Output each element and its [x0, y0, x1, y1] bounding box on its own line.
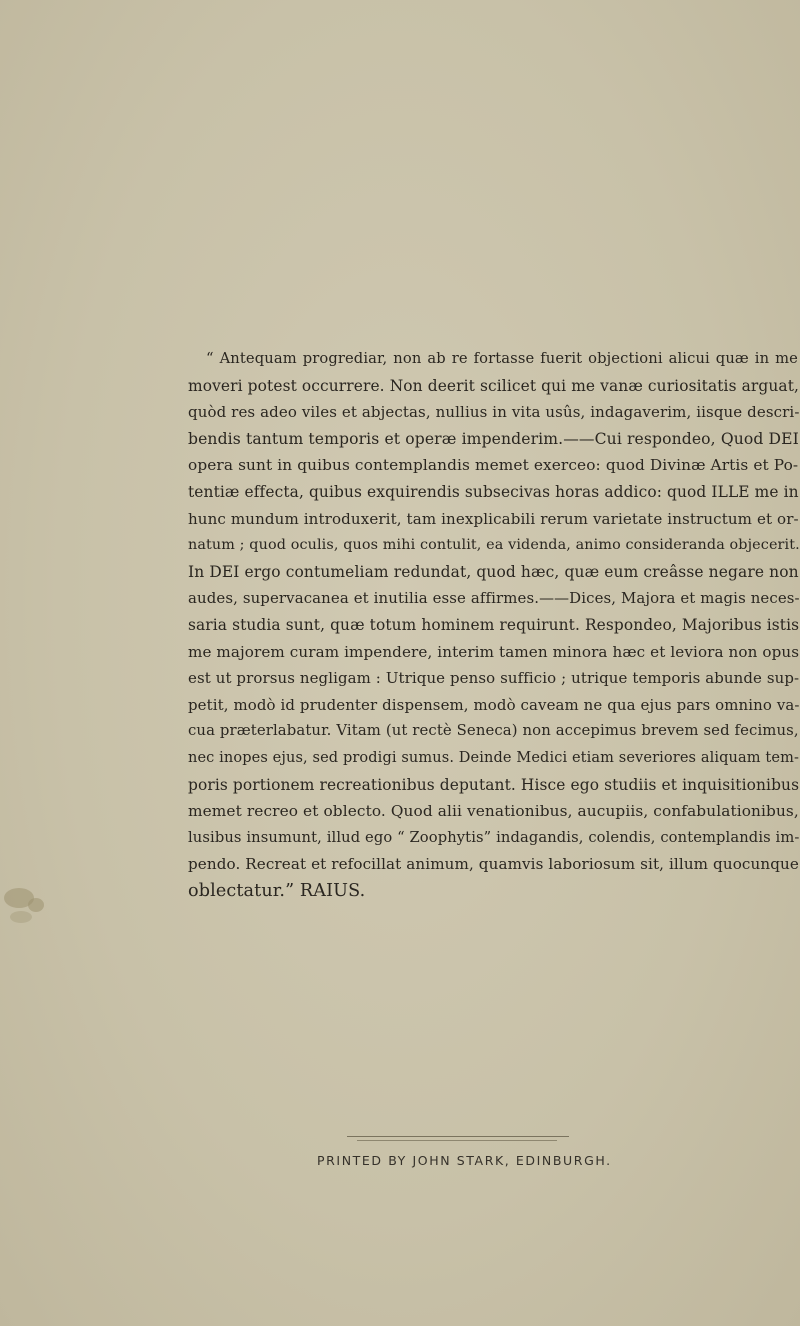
text-line: hunc mundum introduxerit, tam inexplicabili rerum varietate instructum et or-	[188, 509, 799, 528]
text-line: opera sunt in quibus contemplandis memet exerceo: quod Divinæ Artis et Po-	[188, 456, 799, 475]
text-line: tentiæ effecta, quibus exquirendis subsecivas horas addico: quod ILLE me in	[188, 482, 799, 501]
text-line: saria studia sunt, quæ totum hominem requirunt. Respondeo, Majoribus istis	[188, 615, 800, 634]
text-line: pendo. Recreat et refocillat animum, quamvis laboriosum sit, illum quocunque	[188, 855, 799, 874]
text-line: nec inopes ejus, sed prodigi sumus. Deinde Medici etiam severiores aliquam tem-	[188, 749, 799, 766]
text-line: petit, modò id prudenter dispensem, modò caveam ne qua ejus pars omnino va-	[188, 695, 800, 714]
text-line: oblectatur.” RAIUS.	[188, 880, 366, 901]
text-line: poris portionem recreationibus deputant. Hisce ego studiis et inquisitionibus	[188, 775, 800, 794]
text-line: lusibus insumunt, illud ego “ Zoophytis” indagandis, colendis, contemplandis im-	[188, 828, 800, 846]
text-line: “ Antequam progrediar, non ab re fortasse fuerit objectioni alicui quæ in me	[206, 350, 798, 367]
text-line: est ut prorsus negligam : Utrique penso sufficio ; utrique temporis abunde sup-	[188, 669, 800, 688]
text-line: quòd res adeo viles et abjectas, nullius in vita usûs, indagaverim, iisque descri-	[188, 403, 800, 422]
divider-rule	[357, 1140, 557, 1141]
text-line: natum ; quod oculis, quos mihi contulit, ea videnda, animo consideranda objecerit.	[188, 537, 800, 554]
text-line: bendis tantum temporis et operæ impenderim.——Cui respondeo, Quod DEI	[188, 429, 799, 448]
paper-stain	[10, 911, 32, 923]
text-line: cua præterlabatur. Vitam (ut rectè Seneca) non accepimus brevem sed fecimus,	[188, 722, 799, 740]
quotation-paragraph	[188, 346, 798, 904]
text-line: In DEI ergo contumeliam redundat, quod hæc, quæ eum creâsse negare non	[188, 562, 799, 581]
text-line: audes, supervacanea et inutilia esse affirmes.——Dices, Majora et magis neces-	[188, 589, 800, 608]
text-line: moveri potest occurrere. Non deerit scilicet qui me vanæ curiositatis arguat,	[188, 376, 800, 395]
printer-imprint: PRINTED BY JOHN STARK, EDINBURGH.	[317, 1153, 612, 1168]
paper-stain	[28, 898, 44, 912]
text-line: me majorem curam impendere, interim tamen minora hæc et leviora non opus	[188, 642, 800, 661]
text-line: memet recreo et oblecto. Quod alii venationibus, aucupiis, confabulationibus,	[188, 802, 799, 821]
divider-rule	[347, 1136, 569, 1137]
latin-quotation	[188, 346, 798, 904]
